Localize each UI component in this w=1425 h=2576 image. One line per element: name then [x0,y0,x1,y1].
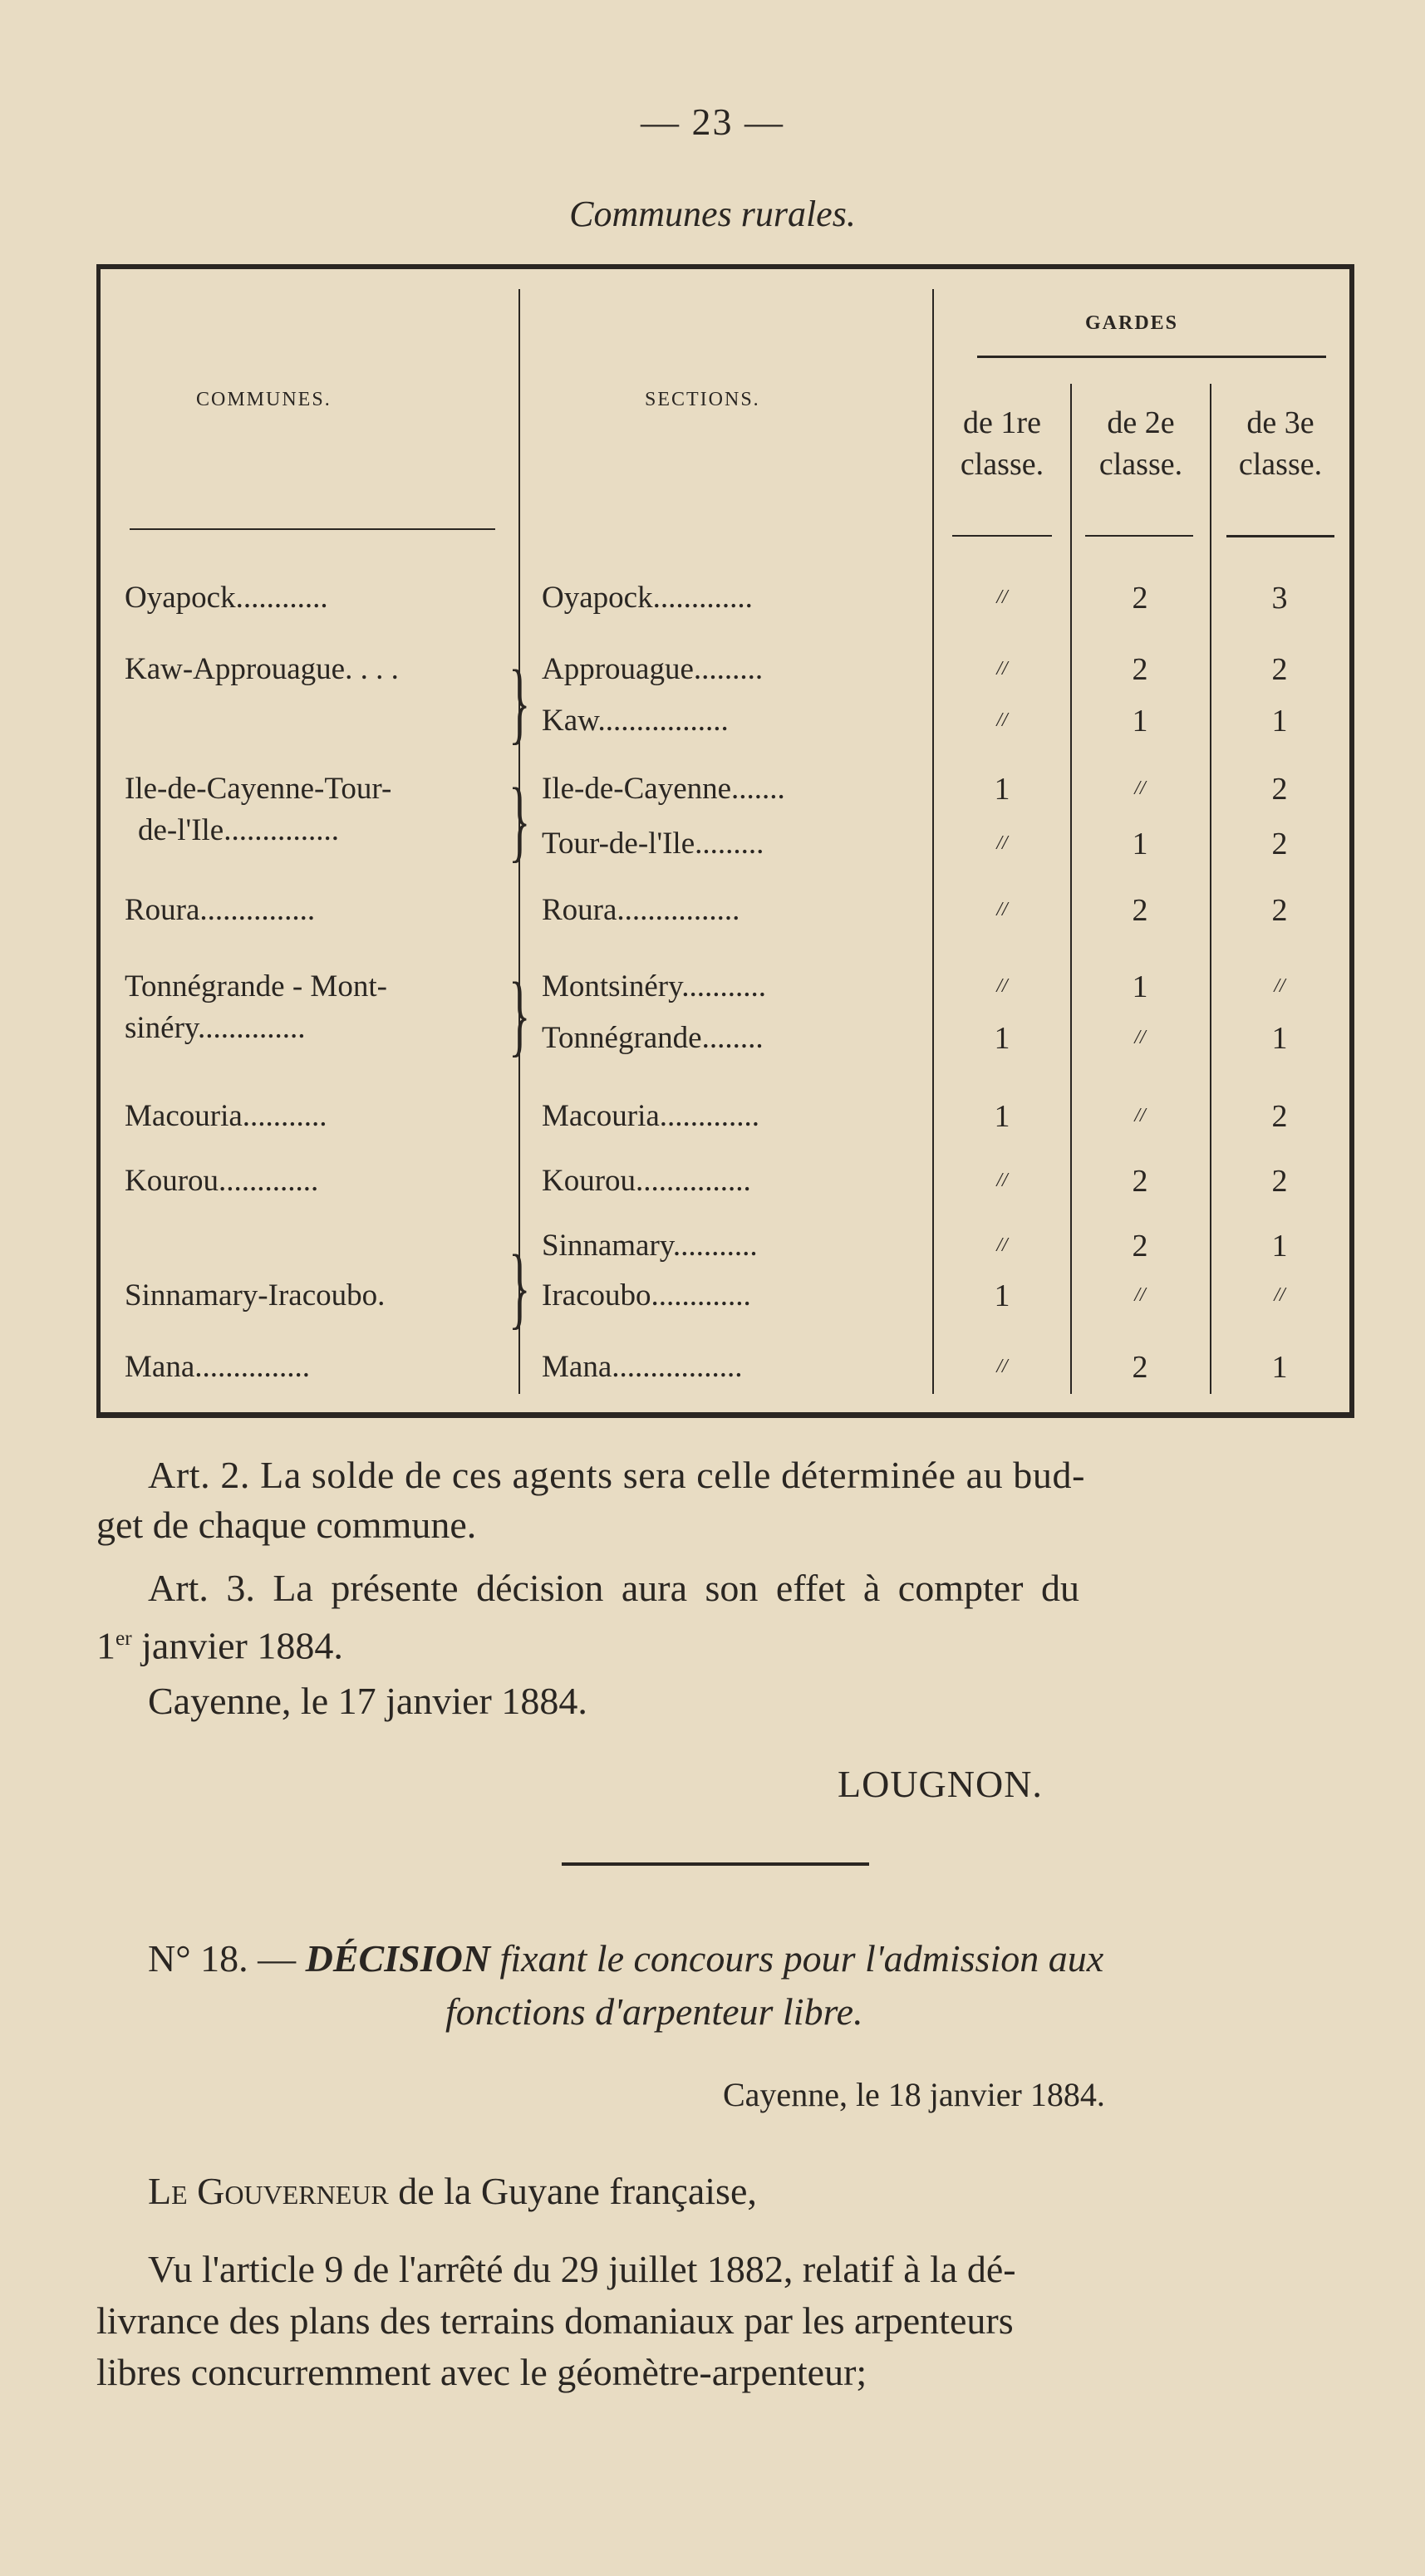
garde-count-c1: 1 [994,1278,1010,1313]
garde-count-c1: 1 [994,1099,1010,1134]
commune-name: Tonnégrande - Mont- [125,969,387,1003]
section-name: Approuague......... [542,652,764,686]
garde-count-c1: // [996,832,1008,854]
table-right-rule [1349,264,1354,1417]
communes-header-underline [130,528,495,530]
section-name: Iracoubo............. [542,1278,751,1313]
garde-count-c2: 2 [1132,652,1148,687]
gardes-underline [977,356,1326,358]
garde-count-c3: 2 [1271,1099,1288,1134]
garde-count-c1: // [996,1356,1008,1377]
date-2: Cayenne, le 18 janvier 1884. [723,2076,1105,2113]
class1-header-underline [952,535,1052,537]
commune-name: Mana............... [125,1350,310,1384]
garde-count-c3: 1 [1271,1021,1288,1056]
brace-tonnegrande: } [509,964,531,1065]
garde-count-c2: // [1134,778,1146,799]
garde-count-c3: 3 [1271,581,1288,616]
garde-count-c2: // [1134,1027,1146,1048]
garde-count-c1: 1 [994,1021,1010,1056]
garde-count-c1: // [996,709,1008,731]
commune-name: sinéry.............. [125,1011,306,1045]
header-class-1: de 1re classe. [960,405,1044,482]
class3-header-underline [1226,535,1334,537]
header-gardes: GARDES [1085,312,1179,334]
garde-count-c3: 2 [1271,893,1288,928]
garde-count-c1: // [996,975,1008,997]
class2-header-underline [1085,535,1193,537]
art3-line2: 1er janvier 1884. [96,1624,343,1667]
commune-name: Oyapock............ [125,581,328,615]
page-number: — 23 — [641,101,784,143]
governor-line: Le Gouverneur de la Guyane française, [148,2170,757,2212]
page-subtitle: Communes rurales. [569,194,856,234]
vu-line3: libres concurremment avec le géomètre-arpenteur; [96,2351,867,2393]
brace-kaw-approuague: } [509,651,531,753]
section-name: Oyapock............. [542,581,753,615]
garde-count-c3: 1 [1271,704,1288,738]
garde-count-c2: 1 [1132,704,1148,738]
garde-count-c3: 2 [1271,652,1288,687]
garde-count-c2: 1 [1132,827,1148,861]
garde-count-c3: 2 [1271,772,1288,807]
garde-count-c2: // [1134,1105,1146,1126]
section-name: Kaw................. [542,704,729,738]
brace-sinnamary: } [509,1236,531,1337]
commune-name: Macouria........... [125,1099,327,1133]
col-sep-class2 [1210,384,1211,1394]
table-bottom-rule [96,1412,1354,1418]
section-divider [562,1862,869,1866]
col-sep-sections [932,289,934,1394]
header-class-2: de 2e classe. [1098,405,1183,482]
garde-count-c1: // [996,1170,1008,1191]
art2-line2: get de chaque commune. [96,1504,477,1546]
section-name: Mana................. [542,1350,743,1384]
garde-count-c2: 2 [1132,1164,1148,1199]
commune-name: Ile-de-Cayenne-Tour- [125,772,392,806]
garde-count-c3: 1 [1271,1229,1288,1263]
garde-count-c3: 1 [1271,1350,1288,1385]
table-left-rule [96,264,101,1417]
vu-line2: livrance des plans des terrains domaniaux par les arpenteurs [96,2299,1014,2342]
garde-count-c1: // [996,658,1008,680]
garde-count-c1: // [996,899,1008,920]
art3-line1: Art. 3. La présente décision aura son effet à compter du [148,1567,1079,1609]
commune-name: Kaw-Approuague. . . . [125,652,399,686]
table-top-rule [96,264,1354,269]
garde-count-c1: // [996,586,1008,608]
garde-count-c2: 2 [1132,893,1148,928]
date-1: Cayenne, le 17 janvier 1884. [148,1680,587,1722]
section-name: Montsinéry........... [542,969,766,1003]
commune-name: Kourou............. [125,1164,319,1198]
section-name: Ile-de-Cayenne....... [542,772,785,806]
garde-count-c2: 2 [1132,581,1148,616]
commune-name: Sinnamary-Iracoubo. [125,1278,386,1313]
vu-line1: Vu l'article 9 de l'arrêté du 29 juillet 1882, relatif à la dé- [148,2248,1016,2290]
garde-count-c2: 2 [1132,1350,1148,1385]
section-name: Macouria............. [542,1099,760,1133]
header-communes: COMMUNES. [196,389,332,410]
art2-line1: Art. 2. La solde de ces agents sera celle déterminée au bud- [148,1454,1086,1496]
signature: LOUGNON. [838,1763,1043,1805]
garde-count-c3: // [1274,1284,1285,1306]
garde-count-c3: 2 [1271,1164,1288,1199]
section-name: Tour-de-l'Ile......... [542,827,764,861]
commune-name: Roura............... [125,893,316,927]
col-sep-class1 [1070,384,1072,1394]
gardes-table [96,264,1354,1417]
section-name: Tonnégrande........ [542,1021,764,1055]
garde-count-c3: 2 [1271,827,1288,861]
brace-ile-de-cayenne: } [509,769,531,871]
header-sections: SECTIONS. [645,389,760,410]
garde-count-c2: // [1134,1284,1146,1306]
section-name: Sinnamary........... [542,1229,758,1263]
header-class-3: de 3e classe. [1238,405,1323,482]
garde-count-c2: 1 [1132,969,1148,1004]
section-name: Roura................ [542,893,740,927]
decision-line2: fonctions d'arpenteur libre. [445,1990,863,2033]
garde-count-c2: 2 [1132,1229,1148,1263]
commune-name: de-l'Ile............... [138,813,339,847]
garde-count-c3: // [1274,975,1285,997]
garde-count-c1: // [996,1234,1008,1256]
decision-line1: N° 18. — DÉCISION fixant le concours pour l'admission aux [148,1937,1104,1980]
garde-count-c1: 1 [994,772,1010,807]
section-name: Kourou............... [542,1164,751,1198]
